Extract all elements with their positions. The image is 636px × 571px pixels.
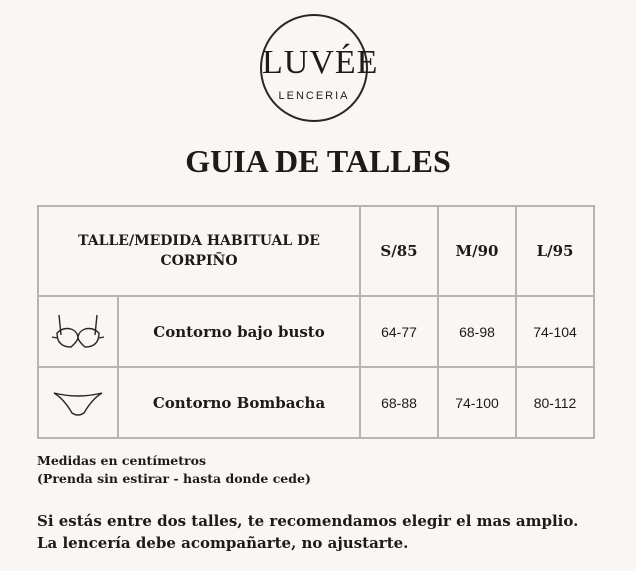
measurement-note bbox=[37, 452, 311, 488]
size-advice bbox=[37, 510, 578, 554]
advice-line: La lencería debe acompañarte, no ajustarte. bbox=[37, 534, 409, 552]
size-header: L/95 bbox=[516, 206, 594, 296]
brand-logo bbox=[260, 14, 379, 122]
table-header-row bbox=[38, 206, 594, 296]
cell-value: 74-104 bbox=[516, 296, 594, 367]
size-header: M/90 bbox=[438, 206, 516, 296]
panty-icon bbox=[50, 385, 106, 421]
logo-brand-name: LUVÉE bbox=[262, 44, 379, 81]
table-row bbox=[38, 367, 594, 438]
size-header: S/85 bbox=[360, 206, 438, 296]
bra-icon-cell bbox=[38, 296, 118, 367]
cell-value: 64-77 bbox=[360, 296, 438, 367]
row-label: Contorno Bombacha bbox=[118, 367, 360, 438]
cell-value: 74-100 bbox=[438, 367, 516, 438]
advice-line: Si estás entre dos talles, te recomendamos elegir el mas amplio. bbox=[37, 512, 579, 530]
cell-value: 68-88 bbox=[360, 367, 438, 438]
cell-value: 80-112 bbox=[516, 367, 594, 438]
table-row bbox=[38, 296, 594, 367]
cell-value: 68-98 bbox=[438, 296, 516, 367]
logo-subtitle: LENCERIA bbox=[278, 90, 350, 102]
note-line: (Prenda sin estirar - hasta donde cede) bbox=[37, 471, 311, 486]
panty-icon-cell bbox=[38, 367, 118, 438]
table-header-label: TALLE/MEDIDA HABITUAL DE CORPIÑO bbox=[38, 206, 360, 296]
size-guide-table bbox=[37, 205, 595, 439]
note-line: Medidas en centímetros bbox=[37, 453, 206, 468]
bra-icon bbox=[49, 311, 107, 353]
row-label: Contorno bajo busto bbox=[118, 296, 360, 367]
page-title: GUIA DE TALLES bbox=[185, 143, 451, 179]
